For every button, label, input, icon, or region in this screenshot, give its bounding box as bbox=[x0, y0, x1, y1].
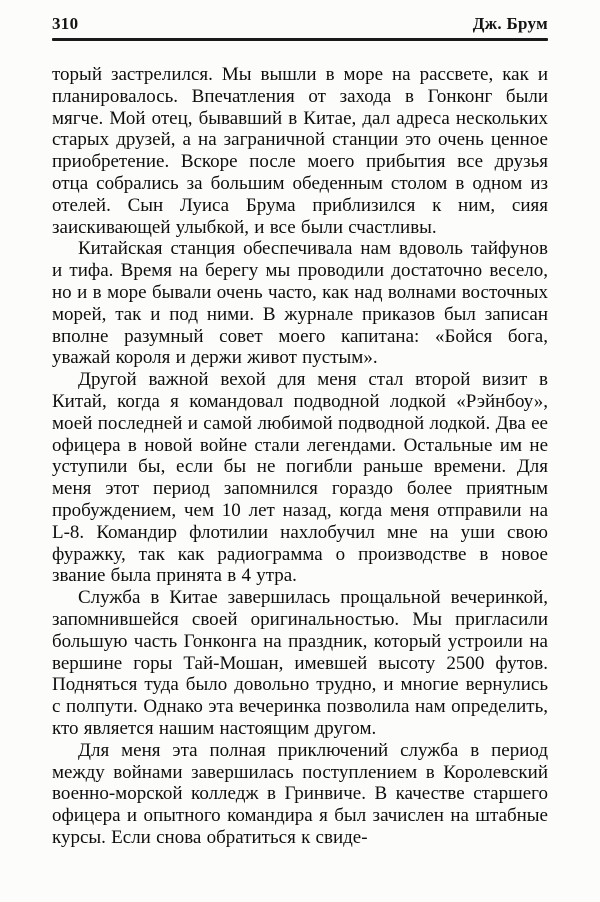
paragraph: Другой важной вехой для меня стал второй визит в Китай, когда я командовал подводной лодкой «Рэйнбоу», моей последней и самой любимой подводной лодкой. Два ее офицера в новой войне стали легендами. Остальные им не уступили бы, если бы не погибли раньше времени. Для меня этот период запомнился гораздо более приятным пробуждением, чем 10 лет назад, когда меня отправили на L-8. Командир флотилии нахлобучил мне на уши свою фуражку, так как радиограмма о производстве в новое звание была принята в 4 утра. bbox=[52, 369, 548, 587]
paragraph: Служба в Китае завершилась прощальной вечеринкой, запомнившейся своей оригинальностью. Мы пригласили большую часть Гонконга на праздник, который устроили на вершине горы Тай-Мошан, имевшей высоту 2500 футов. Подняться туда было довольно трудно, и многие вернулись с полпути. Однако эта вечеринка позволила нам определить, кто является нашим настоящим другом. bbox=[52, 587, 548, 739]
paragraph: Для меня эта полная приключений служба в период между войнами завершилась поступлением в Королевский военно-морской колледж в Гринвиче. В качестве старшего офицера и опытного командира я был зачислен на штабные курсы. Если снова обратиться к свиде- bbox=[52, 739, 548, 848]
paragraph: торый застрелился. Мы вышли в море на рассвете, как и планировалось. Впечатления от захода в Гонконг были мягче. Мой отец, бывавший в Китае, дал адреса нескольких старых друзей, а на заграничной станции это очень ценное приобретение. Вскоре после моего прибытия все друзья отца собрались за большим обеденным столом в одном из отелей. Сын Луиса Брума приблизился к ним, сияя заискивающей улыбкой, и все были счастливы. bbox=[52, 64, 548, 238]
page-number: 310 bbox=[52, 14, 79, 33]
header-rule bbox=[52, 38, 548, 41]
page-header bbox=[52, 14, 548, 36]
page-text bbox=[52, 64, 548, 849]
running-title-author: Дж. Брум bbox=[472, 14, 548, 33]
paragraph: Китайская станция обеспечивала нам вдоволь тайфунов и тифа. Время на берегу мы проводили достаточно весело, но и в море бывали очень часто, как над волнами восточных морей, так и под ними. В журнале приказов был записан вполне разумный совет моего капитана: «Бойся бога, уважай короля и держи живот пустым». bbox=[52, 238, 548, 369]
